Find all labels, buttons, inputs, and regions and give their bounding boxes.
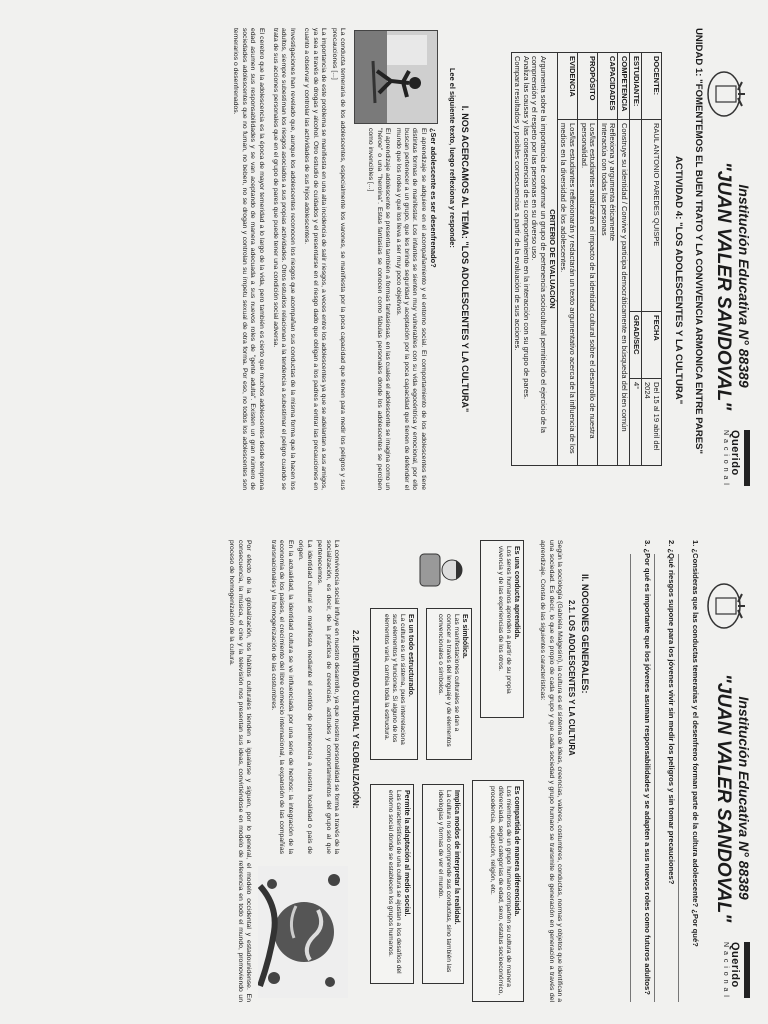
- feature-title: Permite la adaptación al medio social.: [403, 790, 410, 917]
- section-title: I. NOS ACERCAMOS AL TEMA: "LOS ADOLESCENTES Y LA CULTURA": [460, 105, 470, 413]
- feature-text: Las manifestaciones culturales se dan a conocer a través del lenguaje y de elementos convencionales o símbolos.: [436, 614, 460, 747]
- criteria-item: Analiza las causas y las consecuencias de su comportamiento en la interacción con su grupo de pares.: [521, 56, 531, 400]
- estudiante-value: [630, 120, 642, 312]
- grado-value: 4°: [630, 379, 642, 466]
- globalizacion-text-2: [225, 540, 254, 1002]
- feature-text: La cultura no solo comprende sus conductas, sino también las ideologías y formas de ver el mundo.: [436, 790, 452, 973]
- feature-box: [370, 608, 418, 760]
- feature-box: [480, 540, 524, 718]
- evidencia-value: Los/las estudiantes reflexionarán y redactarán un texto argumentativo acerca de la influencia de los medios en la diversidad de los adolescentes.: [557, 120, 577, 466]
- answer-line[interactable]: [654, 554, 665, 1002]
- criteria-item: Compara resultados y posibles consecuencias a partir de la evaluación de sus acciones.: [513, 56, 523, 351]
- capacidades-label: CAPACIDADES: [598, 53, 618, 120]
- globalizacion-section: [346, 540, 360, 1002]
- criteria-cell: [511, 53, 557, 466]
- docente-value: RAUL ANTONIO PAREDES QUISPE: [641, 120, 661, 312]
- logo-bar: [744, 942, 750, 998]
- table-row: [641, 53, 661, 466]
- proposito-value: Los/las estudiantes analizarán el impacto de la identidad cultural sobre el desarrollo de nuestra personalidad.: [578, 120, 598, 466]
- page-right: [0, 512, 768, 1024]
- student-illustration-icon: [416, 542, 466, 598]
- ministry-logo: [722, 430, 750, 486]
- nociones-section: [538, 540, 590, 1002]
- fecha-value: Del 15 al 19 abril del 2024: [641, 379, 661, 466]
- question: 2. ¿Qué riesgos supone para los jóvenes vivir sin medir los peligros y sin tomar precauciones?: [666, 540, 676, 885]
- grado-label: GRAD/SEC: [630, 312, 642, 379]
- reading-paragraph: El cerebro que la adolescencia es la época de mayor temeridad a lo largo de la vida, pero también es cierto que muchos adolescentes desde temprana edad asumen sus responsabilidades y se van aceptando de manera adecuada a sus nuevos roles de "gente adulta". Existen un gran número de sociedades adolescentes que no fuman, no beben, no se drogan y controlan su ímpetu sexual de otra forma. Por eso, no todos los adolescentes son temerarios o desenfrenados.: [232, 28, 265, 490]
- questions: [628, 540, 700, 1002]
- subsection-title: 2.2. IDENTIDAD CULTURAL Y GLOBALIZACIÓN:: [351, 630, 360, 809]
- reading-paragraph: El aprendizaje se adquiere en el acompañamiento y el entorno social. El comportamiento de los adolescentes tiene distintas formas de manifestar. Los infantes se sienten muy vulnerables con su vida egocéntrica y emocional, por ello buscan pertenecer a un grupo, que les brinde seguridad y aceptación por la poca capacidad que tienen de defender el mundo que los rodea y que los lleva a ser muy poco objetivos.: [394, 128, 427, 490]
- feature-box: [422, 784, 464, 984]
- school-title: "JUAN VALER SANDOVAL": [713, 161, 734, 411]
- section-title: II. NOCIONES GENERALES:: [580, 574, 590, 694]
- competencia-value: Construye su identidad / Convive y participa democráticamente en búsqueda del bien común: [618, 120, 630, 466]
- reading-paragraph: El aprendizaje adolescente se presenta también a formas fantasiosas, en las cuales el adolescente se imagina como un "héroe" o una "heroína". Estas fantasías se conocen como fábulas personales donde los adolescentes se perciben como invencibles [...]: [367, 128, 392, 490]
- logo-subtext: N a c i o n a l: [722, 430, 729, 486]
- info-table: [511, 52, 662, 466]
- paragraph: La convivencia social influye en nuestro desarrollo, ya que nuestra personalidad se forma a través de la socialización, es decir, de la práctica de creencias, actitudes y comportamientos del grupo al que pertenecemos.: [316, 540, 340, 854]
- reading-paragraph: Investigaciones han revelado que, aunque los adolescentes reconocen los riesgos que acompañan sus conductas de la misma forma que la hacen los adultos, siempre subestiman los riesgos asociados a sus propias actividades. Otros estudios relacionan a la tendencia a subestimar el peligro cuando se trata de sus acciones personales que en el grupo de pares que puede tener una condición social adversa.: [272, 28, 296, 490]
- logo-bar: [744, 430, 750, 486]
- globalizacion-text: [267, 540, 342, 854]
- paragraph: En la actualidad, la identidad cultura se ve influenciada por una serie de hechos: la integración de la economía de los países, el crecimiento del libre comercio internacional, la expansión de las compañías transnacionales y la homogenización de las costumbres.: [270, 540, 294, 854]
- feature-box: [426, 608, 472, 760]
- feature-text: Los seres humanos aprenden a partir de su propia vivencia y de las experiencias de los otros.: [496, 546, 512, 694]
- question: 1. ¿Consideras que las conductas temerarias y el desenfreno forman parte de la cultura adolescente? ¿Por qué?: [691, 540, 700, 947]
- feature-text: Las características de una cultura se ajustan a los desafíos del entorno social donde se establecen los grupos humanos.: [386, 790, 402, 974]
- globalization-image: [258, 866, 348, 998]
- criteria-title: CRITERIO DE EVALUACIÓN: [547, 209, 557, 309]
- unit-title: UNIDAD 1: "FOMENTEMOS EL BUEN TRATO Y LA CONVIVENCIA ARMONICA ENTRE PARES": [693, 28, 704, 455]
- school-crest-icon: [704, 580, 748, 632]
- proposito-label: PROPÓSITO: [578, 53, 598, 120]
- table-row: [618, 53, 630, 466]
- feature-title: Es un todo estructurado.: [407, 614, 414, 697]
- table-row: [578, 53, 598, 466]
- question: 3. ¿Por qué es importante que los jóvenes asuman responsabilidades y se adapten a sus nuevos roles como futuros adultos?: [642, 540, 652, 995]
- instruction: Lee el siguiente texto, luego reflexiona y responde:: [447, 68, 457, 248]
- photo-image: [355, 31, 437, 123]
- reading-paragraph: La conducta temeraria de los adolescentes, especialmente los varones, se manifiesta por la poca capacidad que tienen para medir los peligros y sus precauciones [...]: [330, 28, 346, 490]
- logo-text: Querido: [729, 430, 741, 476]
- capacidad-item: Reflexiona y argumenta éticamente: [608, 123, 618, 241]
- estudiante-label: ESTUDIANTE:: [630, 53, 642, 120]
- feature-text: La cultura es un sistema, pues interrelaciona sus elementos y funciones. Si alguno de los elementos varía, cambia toda la estructura.: [382, 614, 406, 745]
- competencia-label: COMPETENCIA: [618, 53, 630, 120]
- criteria-item: Argumenta sobre la importancia de conformar un grupo de pertenencia sociocultural permitiendo el ejercicio de la comprensión y el respeto por las personas en su diverso uso.: [530, 56, 549, 433]
- reading-section: [444, 28, 470, 490]
- fecha-label: FECHA: [641, 312, 661, 379]
- photo-adolescent: [354, 30, 438, 124]
- feature-box: [370, 784, 414, 984]
- reading-heading: ¿Ser adolescente es ser desenfrenado?: [429, 128, 438, 268]
- feature-title: Es compartida de manera diferenciada.: [513, 786, 520, 917]
- capacidades-value: [598, 120, 618, 466]
- school-number: Institución Educativa N° 88389: [736, 184, 752, 388]
- subsection-title: 2.1. LOS ADOLESCENTES Y LA CULTURA: [566, 600, 576, 756]
- school-crest-icon: [704, 68, 748, 120]
- feature-title: Es simbólica.: [461, 614, 468, 659]
- school-name: [712, 668, 752, 928]
- answer-line[interactable]: [630, 554, 641, 1002]
- activity-title: ACTIVIDAD 4: "LOS ADOLESCENTES Y LA CULTURA": [673, 156, 684, 405]
- reading-col1: [364, 128, 438, 490]
- school-number: Institución Educativa N° 88389: [736, 696, 752, 900]
- feature-text: Los miembros de un grupo humano comparten su cultura de manera diferenciada, según categorías de edad, sexo, estatus socioeconómico, procedencia, ocupación, religión, etc.: [488, 786, 512, 996]
- table-row: [557, 53, 577, 466]
- feature-title: Implica modos de interpretar la realidad.: [453, 790, 460, 925]
- docente-label: DOCENTE:: [641, 53, 661, 120]
- table-row: [598, 53, 618, 466]
- subsection-text: Según la sociología (Gabriela Malgesini), la cultura es el sistema de ideas, creencias, valores, costumbres, conductas, normas y objetos que identifican a una sociedad. Es decir, lo que es propio de cada grupo y que cada sociedad y grupo humano se transmite de generación en generación a través del aprendizaje. Consta de las siguientes características:: [539, 540, 564, 1002]
- ministry-logo: [722, 942, 750, 998]
- paragraph: Por efecto de la globalización, los hábitos culturales tienden a igualarse y siguen, por lo general, el modelo occidental y estadounidense. En consecuencia, la música, el cine y la televisión nos presentan sus ideas, convirtiéndose en modelo de referencia en todo el mundo, promoviendo un proceso de homogenización de la cultura.: [228, 540, 252, 1002]
- evidencia-label: EVIDENCIA: [557, 53, 577, 120]
- globe-hand-icon: [258, 866, 348, 998]
- reading-col2: [229, 28, 348, 490]
- paragraph: La identidad cultural se manifiesta mediante el sentido de pertenencia a nuestra localidad o país de origen.: [297, 540, 313, 854]
- reading-paragraph: La importancia de este problema se manifiesta en una alta incidencia de salir riesgos, a veces entre los adolescentes ya que se adelantan a sus amigos, ya sea a través de drogas y alcohol. Otro estudio de cuidados y el presentarse en el riesgo dado que obligan a los padres a entrar las precauciones en cuanto a observar y controlar las actividades de sus hijos adolescentes.: [303, 28, 328, 490]
- logo-text: Querido: [729, 942, 741, 988]
- logo-subtext: N a c i o n a l: [722, 942, 729, 998]
- table-row: [511, 53, 557, 466]
- table-row: [630, 53, 642, 466]
- school-title: "JUAN VALER SANDOVAL": [713, 673, 734, 923]
- feature-box: [472, 780, 524, 1002]
- capacidad-item: Interactúa con todas las personas: [599, 123, 609, 236]
- school-name: [712, 156, 752, 416]
- answer-line[interactable]: [678, 554, 689, 1002]
- feature-title: Es una conducta aprendida.: [513, 546, 520, 640]
